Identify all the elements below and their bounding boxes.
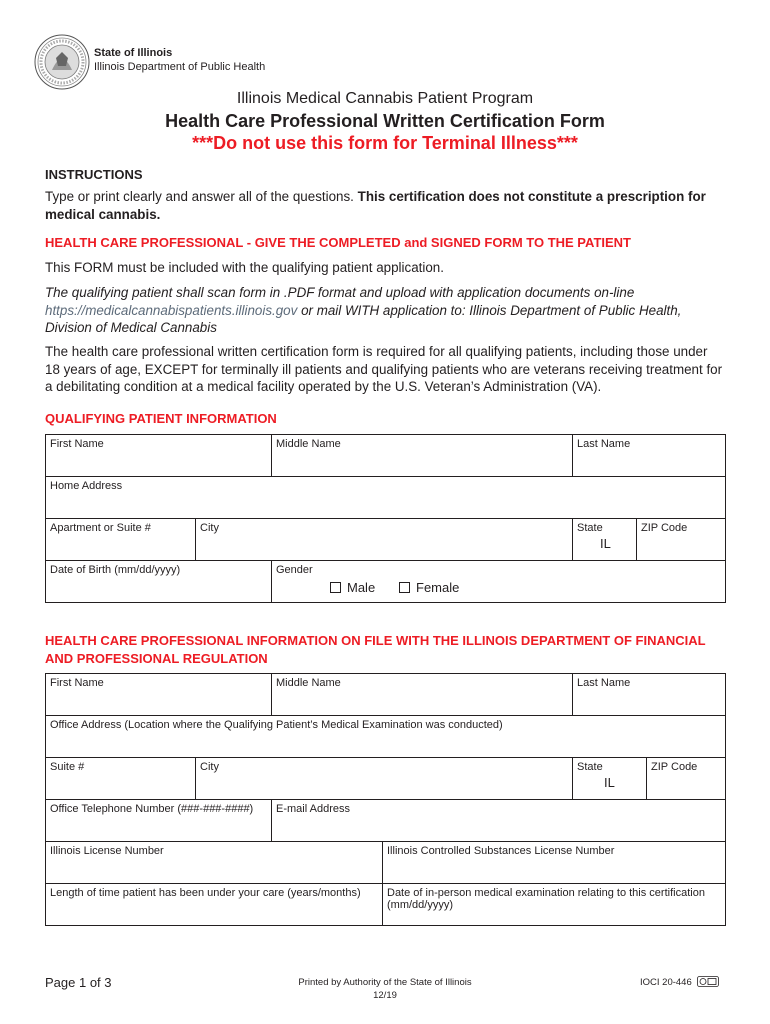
portal-link[interactable]: https://medicalcannabispatients.illinois.gov: [45, 302, 298, 318]
hcp-state-value: IL: [604, 775, 615, 790]
patient-section-heading: QUALIFYING PATIENT INFORMATION: [45, 411, 277, 426]
patient-dob-label: Date of Birth (mm/dd/yyyy): [50, 564, 181, 576]
hcp-first-name-field[interactable]: [46, 674, 272, 716]
patient-state-value: IL: [600, 536, 611, 551]
patient-dob-field[interactable]: [46, 561, 272, 603]
patient-apt-field[interactable]: [46, 519, 196, 561]
hcp-email-field[interactable]: [272, 800, 726, 842]
agency-block: [94, 46, 265, 74]
patient-middle-name-label: Middle Name: [276, 438, 341, 450]
hcp-notice-upload: [45, 284, 725, 337]
patient-first-name-label: First Name: [50, 438, 104, 450]
patient-city-field[interactable]: [196, 519, 573, 561]
male-label: Male: [347, 580, 376, 595]
hcp-office-address-label: Office Address (Location where the Qualifying Patient’s Medical Examination was conducted): [50, 719, 503, 731]
hcp-middle-name-field[interactable]: [272, 674, 573, 716]
patient-last-name-label: Last Name: [577, 438, 631, 450]
hcp-notice-line1: This FORM must be included with the qualifying patient application.: [45, 260, 444, 275]
female-label: Female: [416, 580, 460, 595]
male-checkbox[interactable]: [330, 582, 341, 593]
hcp-middle-name-label: Middle Name: [276, 677, 341, 689]
hcp-email-label: E-mail Address: [276, 803, 350, 815]
professional-section-heading: HEALTH CARE PROFESSIONAL INFORMATION ON FILE WITH THE ILLINOIS DEPARTMENT OF FINANCIAL AND PROFESSIONAL REGULATION: [45, 633, 706, 666]
state-seal-icon: [34, 34, 90, 90]
instructions-heading: INSTRUCTIONS: [45, 167, 143, 182]
hcp-last-name-field[interactable]: [573, 674, 726, 716]
instructions-text: [45, 188, 725, 223]
hcp-cs-license-field[interactable]: [383, 842, 726, 884]
patient-zip-field[interactable]: [637, 519, 726, 561]
hcp-suite-label: Suite #: [50, 761, 85, 773]
print-date: 12/19: [373, 990, 397, 1001]
hcp-state-field[interactable]: [573, 758, 647, 800]
hcp-notice-heading: HEALTH CARE PROFESSIONAL - GIVE THE COMPLETED and SIGNED FORM TO THE PATIENT: [45, 235, 631, 250]
patient-gender-field: [272, 561, 726, 603]
hcp-notice-paragraph: The health care professional written certification form is required for all qualifying patients, including those under 18 years of age, EXCEPT for terminally ill patients and qualifying patients who are veterans receiving treatment for a debilitating condition at a medical facility operated by the U.S. Veteran’s Administration (VA).: [45, 344, 723, 394]
hcp-phone-label: Office Telephone Number (###-###-####): [50, 803, 254, 815]
program-title: Illinois Medical Cannabis Patient Program: [236, 90, 534, 107]
upload-instructions-a: The qualifying patient shall scan form in .PDF format and upload with application documents on-line: [45, 285, 635, 300]
exam-date-label: Date of in-person medical examination relating to this certification (mm/dd/yyyy): [387, 887, 705, 911]
patient-apt-label: Apartment or Suite #: [50, 522, 151, 534]
hcp-first-name-label: First Name: [50, 677, 104, 689]
upload-instructions-b: or mail WITH application to: Illinois Department of Public Health, Division of Medical Cannabis: [45, 302, 682, 335]
patient-state-label: State: [577, 522, 603, 534]
hcp-license-label: Illinois License Number: [50, 845, 164, 857]
patient-last-name-field[interactable]: [573, 435, 726, 477]
patient-gender-label: Gender: [276, 564, 313, 576]
patient-home-address-field[interactable]: [46, 477, 726, 519]
hcp-city-label: City: [200, 761, 219, 773]
form-code: [640, 976, 719, 988]
hcp-cs-license-label: Illinois Controlled Substances License Number: [387, 845, 615, 857]
patient-city-label: City: [200, 522, 219, 534]
agency-dept: Illinois Department of Public Health: [94, 61, 266, 73]
printed-by-text: Printed by Authority of the State of Illinois: [298, 977, 472, 988]
hcp-zip-field[interactable]: [647, 758, 726, 800]
form-title: Health Care Professional Written Certification Form: [165, 111, 605, 131]
patient-middle-name-field[interactable]: [272, 435, 573, 477]
gender-male-option[interactable]: [330, 580, 375, 595]
instructions-plain: Type or print clearly and answer all of the questions.: [45, 189, 354, 204]
care-length-field[interactable]: [46, 884, 383, 926]
terminal-illness-warning: ***Do not use this form for Terminal Illness***: [192, 133, 578, 153]
hcp-last-name-label: Last Name: [577, 677, 631, 689]
patient-zip-label: ZIP Code: [641, 522, 688, 534]
page-number: Page 1 of 3: [45, 975, 112, 990]
exam-date-field[interactable]: [383, 884, 726, 926]
hcp-license-field[interactable]: [46, 842, 383, 884]
patient-first-name-field[interactable]: [46, 435, 272, 477]
printer-union-bug-icon: [697, 976, 719, 987]
patient-home-address-label: Home Address: [50, 480, 123, 492]
hcp-office-address-field[interactable]: [46, 716, 726, 758]
patient-info-table: [45, 434, 726, 603]
agency-state: State of Illinois: [94, 47, 173, 59]
hcp-zip-label: ZIP Code: [651, 761, 698, 773]
hcp-state-label: State: [577, 761, 603, 773]
patient-state-field[interactable]: [573, 519, 637, 561]
female-checkbox[interactable]: [399, 582, 410, 593]
form-code-text: IOCI 20-446: [640, 977, 692, 988]
care-length-label: Length of time patient has been under your care (years/months): [50, 887, 361, 899]
hcp-phone-field[interactable]: [46, 800, 272, 842]
professional-info-table: [45, 673, 726, 926]
gender-female-option[interactable]: [399, 580, 459, 595]
instructions-bold: This certification does not constitute a prescription for medical cannabis.: [45, 189, 706, 222]
hcp-suite-field[interactable]: [46, 758, 196, 800]
hcp-city-field[interactable]: [196, 758, 573, 800]
